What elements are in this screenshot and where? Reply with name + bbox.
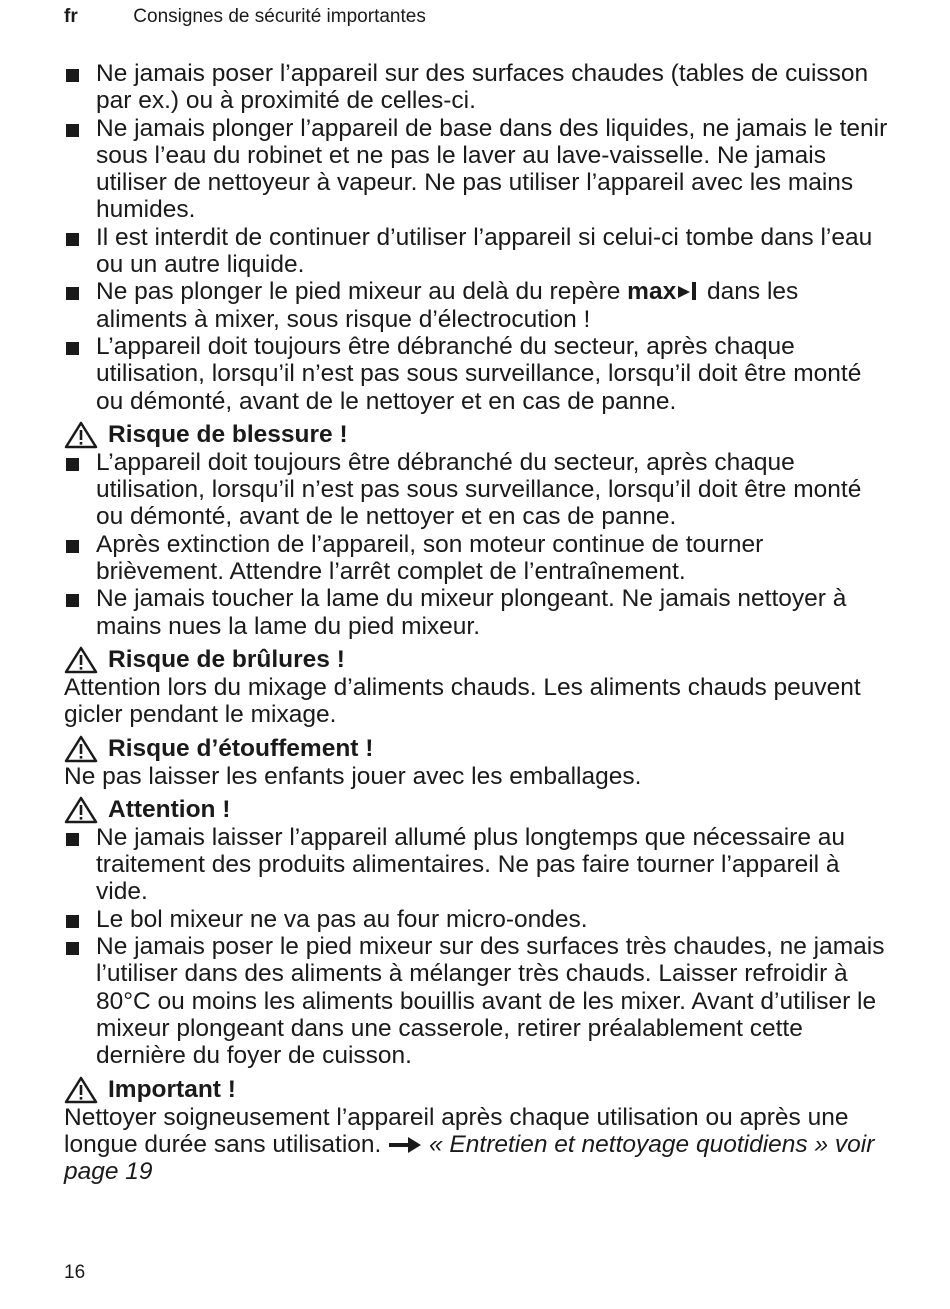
arrow-right-icon: [388, 1137, 422, 1153]
square-bullet-icon: [66, 342, 79, 355]
list-item: Le bol mixeur ne va pas au four micro-ondes.: [64, 906, 894, 933]
blessure-bullet-list: [64, 449, 894, 640]
language-code: fr: [64, 6, 78, 27]
warning-triangle-icon: [64, 646, 98, 674]
etouffement-text: Ne pas laisser les enfants jouer avec les emballages.: [64, 762, 642, 790]
list-item: L’appareil doit toujours être débranché du secteur, après chaque utilisation, lorsqu’il n’est pas sous surveillance, lorsqu’il doit être monté ou démonté, avant de le nettoyer et en cas de panne.: [64, 449, 894, 531]
square-bullet-icon: [66, 69, 79, 82]
brulures-text: Attention lors du mixage d’aliments chauds. Les aliments chauds peuvent gicler pendant le mixage.: [64, 673, 861, 729]
list-item: Ne jamais plonger l’appareil de base dans des liquides, ne jamais le tenir sous l’eau du robinet et ne pas le laver au lave-vaisselle. Ne jamais utiliser de nettoyeur à vapeur. Ne pas utiliser l’appareil avec les mains humides.: [64, 115, 894, 224]
section-heading-attention: Attention !: [64, 796, 894, 824]
square-bullet-icon: [66, 233, 79, 246]
list-item: Ne jamais poser l’appareil sur des surfaces chaudes (tables de cuisson par ex.) ou à proximité de celles-ci.: [64, 60, 894, 115]
page-header: [64, 6, 426, 28]
square-bullet-icon: [66, 915, 79, 928]
max-marker-icon: [676, 281, 700, 301]
square-bullet-icon: [66, 458, 79, 471]
safety-content: [64, 60, 894, 1185]
section-heading-brulures: Risque de brûlures !: [64, 646, 894, 674]
section-heading-etouffement: Risque d’étouffement !: [64, 735, 894, 763]
intro-bullet-list: [64, 60, 894, 415]
square-bullet-icon: [66, 942, 79, 955]
list-item: Ne pas plonger le pied mixeur au delà du repère max dans les aliments à mixer, sous risque d’électrocution !: [64, 278, 894, 333]
warning-triangle-icon: [64, 796, 98, 824]
list-item: Après extinction de l’appareil, son moteur continue de tourner brièvement. Attendre l’arrêt complet de l’entraînement.: [64, 531, 894, 586]
square-bullet-icon: [66, 540, 79, 553]
page-reference-link[interactable]: « Entretien et nettoyage quotidiens » voir page 19: [64, 1130, 875, 1186]
section-heading-important: Important !: [64, 1076, 894, 1104]
list-item: Ne jamais toucher la lame du mixeur plongeant. Ne jamais nettoyer à mains nues la lame du pied mixeur.: [64, 585, 894, 640]
list-item: L’appareil doit toujours être débranché du secteur, après chaque utilisation, lorsqu’il n’est pas sous surveillance, lorsqu’il doit être monté ou démonté, avant de le nettoyer et en cas de panne.: [64, 333, 894, 415]
warning-triangle-icon: [64, 735, 98, 763]
square-bullet-icon: [66, 124, 79, 137]
list-item: Il est interdit de continuer d’utiliser l’appareil si celui-ci tombe dans l’eau ou un autre liquide.: [64, 224, 894, 279]
square-bullet-icon: [66, 594, 79, 607]
attention-bullet-list: [64, 824, 894, 1070]
important-text: Nettoyer soigneusement l’appareil après chaque utilisation ou après une longue durée sans utilisation. « Entretien et nettoyage quotidiens » voir page 19: [64, 1103, 875, 1186]
square-bullet-icon: [66, 287, 79, 300]
page-number: 16: [64, 1262, 86, 1283]
warning-triangle-icon: [64, 421, 98, 449]
max-mark: max: [627, 278, 700, 305]
list-item: Ne jamais poser le pied mixeur sur des surfaces très chaudes, ne jamais l’utiliser dans des aliments à mélanger très chauds. Laisser refroidir à 80°C ou moins les aliments bouillis avant de les mixer. Avant d’utiliser le mixeur plongeant dans une casserole, retirer préalablement cette dernière du foyer de cuisson.: [64, 933, 894, 1069]
header-title: Consignes de sécurité importantes: [133, 6, 426, 27]
list-item: Ne jamais laisser l’appareil allumé plus longtemps que nécessaire au traitement des produits alimentaires. Ne pas faire tourner l’appareil à vide.: [64, 824, 894, 906]
square-bullet-icon: [66, 833, 79, 846]
warning-triangle-icon: [64, 1076, 98, 1104]
section-heading-blessure: Risque de blessure !: [64, 421, 894, 449]
